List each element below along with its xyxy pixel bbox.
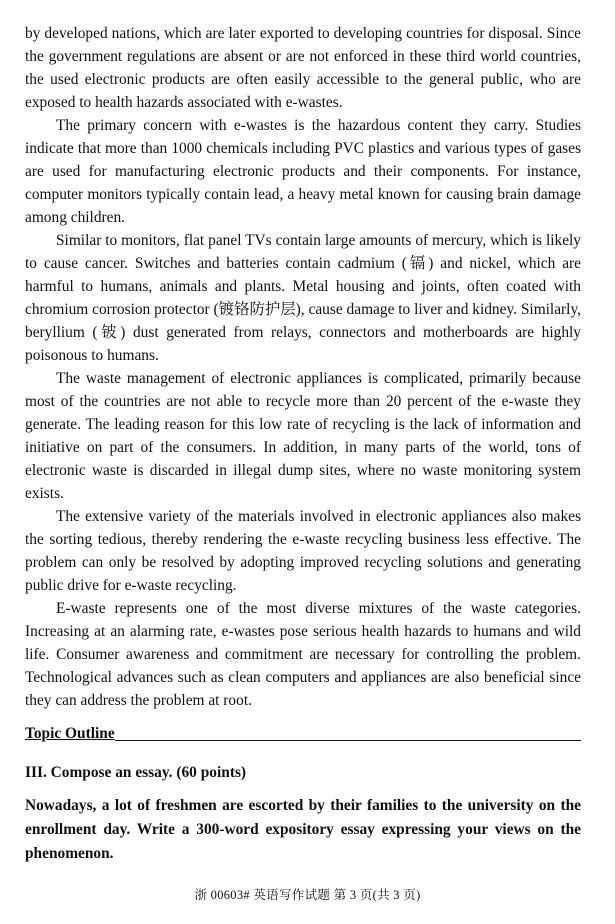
section-title: III. Compose an essay. (60 points): [25, 764, 247, 781]
passage-paragraph-2: The primary concern with e-wastes is the hazardous content they carry. Studies indicate that more than 1000 chemicals including PVC plastics and various types of gases are used for manufacturing electronic products and their components. For instance, computer monitors typically contain lead, a heavy metal known for causing brain damage among children.: [25, 117, 581, 226]
passage-paragraph-4: The waste management of electronic appliances is complicated, primarily because most of the countries are not able to recycle more than 20 percent of the e-waste they generate. The leading reason for this low rate of recycling is the lack of information and initiative on part of the consumers. In addition, in many parts of the world, tons of electronic waste is discarded in illegal dump sites, where no waste monitoring system exists.: [25, 370, 581, 502]
topic-outline-label: Topic Outline: [25, 725, 115, 742]
topic-outline-row: [25, 724, 581, 744]
essay-prompt: Nowadays, a lot of freshmen are escorted by their families to the university on the enrollment day. Write a 300-word expository essay expressing your views on the phenomenon.: [25, 797, 581, 862]
passage-paragraph-5: The extensive variety of the materials involved in electronic appliances also makes the sorting tedious, thereby rendering the e-waste recycling business less effective. The problem can only be resolved by adopting improved recycling solutions and generating public drive for e-waste recycling.: [25, 508, 581, 594]
page-footer: 浙 00603# 英语写作试题 第 3 页(共 3 页): [194, 888, 421, 902]
answer-line: [115, 740, 581, 741]
passage-paragraph-6: E-waste represents one of the most diverse mixtures of the waste categories. Increasing at an alarming rate, e-wastes pose serious health hazards to humans and wild life. Consumer awareness and commitment are necessary for controlling the problem. Technological advances such as clean computers and appliances are also beneficial since they can address the problem at root.: [25, 600, 581, 709]
passage-paragraph-3: Similar to monitors, flat panel TVs contain large amounts of mercury, which is likely to cause cancer. Switches and batteries contain cadmium (镉) and nickel, which are harmful to humans, animals and plants. Metal housing and joints, often coated with chromium corrosion protector (镀铬防护层), cause damage to liver and kidney. Similarly, beryllium (铍) dust generated from relays, connectors and motherboards are highly poisonous to humans.: [25, 232, 581, 364]
passage-paragraph-1: by developed nations, which are later exported to developing countries for disposal. Since the government regulations are absent or are not enforced in these third world countries, the used electronic products are often easily accessible to the general public, who are exposed to health hazards associated with e-wastes.: [25, 25, 581, 111]
exam-page: [25, 22, 581, 866]
